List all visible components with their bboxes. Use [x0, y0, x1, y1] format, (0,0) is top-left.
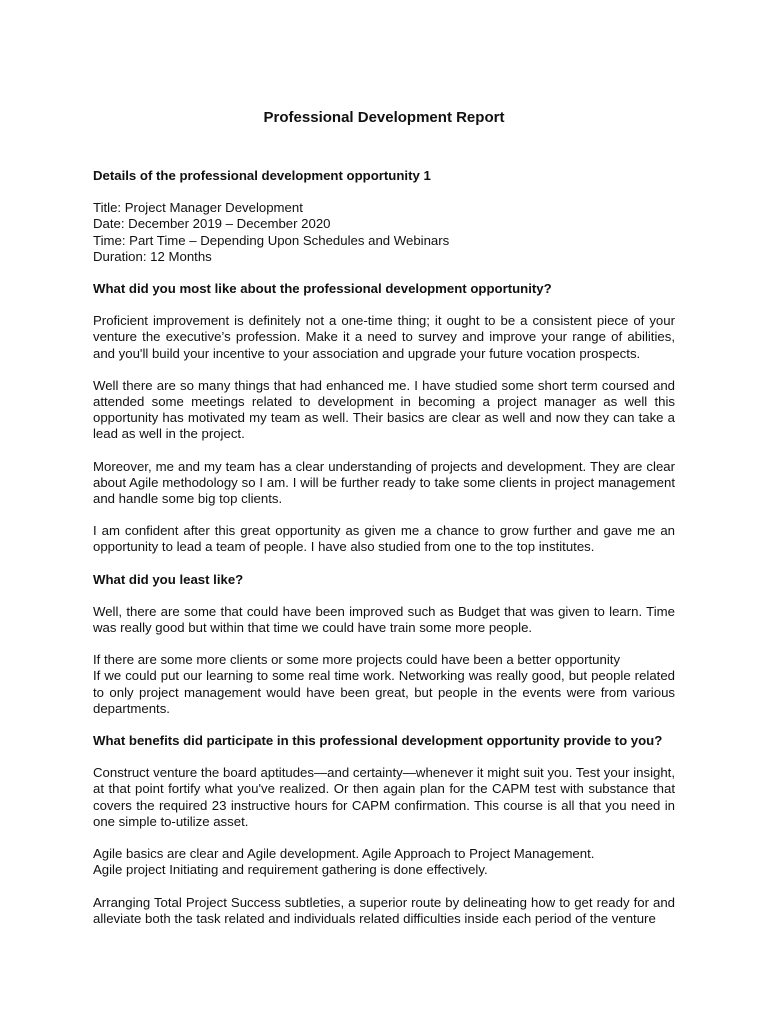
- line-agile-initiating: Agile project Initiating and requirement gathering is done effectively.: [93, 862, 488, 878]
- detail-duration: Duration: 12 Months: [93, 248, 212, 264]
- clients-block: [93, 652, 675, 717]
- paragraph-improvement: Proficient improvement is definitely not a one-time thing; it ought to be a consistent piece of your venture the executive’s profession. Make it a need to survey and improve your range of abilities, and you'll build your incentive to your association and upgrade your future vocation prospects.: [93, 313, 675, 361]
- paragraph-networking: If we could put our learning to some real time work. Networking was really good, but people related to only project management would have been great, but people in the events were from various departments.: [93, 668, 675, 716]
- question-least-liked: What did you least like?: [93, 571, 244, 587]
- details-list: [93, 200, 675, 265]
- detail-date: Date: December 2019 – December 2020: [93, 216, 331, 232]
- page-title: Professional Development Report: [263, 109, 505, 126]
- paragraph-budget: Well, there are some that could have been improved such as Budget that was given to learn. Time was really good but within that time we could have train some more people.: [93, 603, 675, 636]
- paragraph-team-understanding: Moreover, me and my team has a clear understanding of projects and development. They are clear about Agile methodology so I am. I will be further ready to take some clients in project management and handle some big top clients.: [93, 458, 675, 507]
- detail-title: Title: Project Manager Development: [93, 200, 303, 216]
- paragraph-capm: Construct venture the board aptitudes—and certainty—whenever it might suit you. Test your insight, at that point fortify what you've realized. Or then again plan for the CAPM test with substance that covers the required 23 instructive hours for CAPM confirmation. This course is all that you need in one simple to-utilize asset.: [93, 765, 675, 829]
- paragraph-enhanced: Well there are so many things that had enhanced me. I have studied some short term coursed and attended some meetings related to development in becoming a project manager as well this opportunity has motivated my team as well. Their basics are clear as well and now they can take a lead as well in the project.: [93, 377, 675, 442]
- line-more-clients: If there are some more clients or some more projects could have been a better opportunity: [93, 652, 621, 668]
- line-agile-basics: Agile basics are clear and Agile development. Agile Approach to Project Management.: [93, 846, 595, 862]
- document-body: [93, 108, 675, 943]
- agile-block: [93, 846, 675, 878]
- details-heading: Details of the professional development opportunity 1: [93, 168, 431, 183]
- paragraph-confident: I am confident after this great opportunity as given me a chance to grow further and gave me an opportunity to lead a team of people. I have also studied from one to the top institutes.: [93, 523, 675, 555]
- paragraph-project-success: Arranging Total Project Success subtleties, a superior route by delineating how to get ready for and alleviate both the task related and individuals related difficulties inside each period of the venture: [93, 894, 675, 926]
- question-benefits: What benefits did participate in this professional development opportunity provide to you?: [93, 733, 663, 749]
- question-most-liked: What did you most like about the professional development opportunity?: [93, 281, 552, 297]
- detail-time: Time: Part Time – Depending Upon Schedules and Webinars: [93, 232, 450, 248]
